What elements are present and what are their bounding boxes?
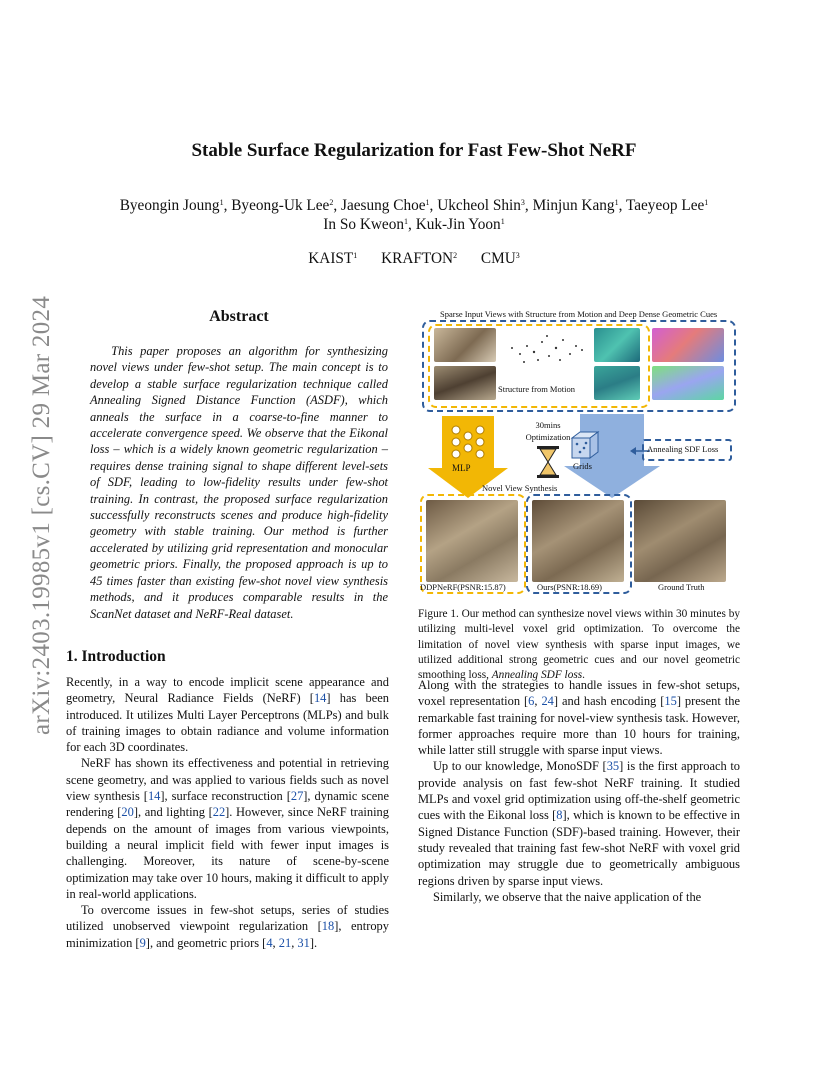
result-label: Ours(PSNR:18.69) bbox=[537, 582, 602, 592]
citation-link[interactable]: 22 bbox=[212, 805, 226, 820]
section-heading-introduction: 1. Introduction bbox=[66, 648, 166, 665]
author-name: Kuk-Jin Yoon bbox=[415, 216, 501, 233]
citation-link[interactable]: 4 bbox=[266, 935, 273, 950]
author-name: Jaesung Choe bbox=[341, 197, 426, 214]
ours-result-image bbox=[532, 500, 624, 582]
paragraph: NeRF has shown its effectiveness and potential in retrieving scene geometry, and was applied to various fields such as novel view synthesis [14], surface reconstruction [27], dynamic scene rendering [20], and lighting [22]. However, since NeRF training depends on the amount of images from various viewpoints, building a neural implicit field with fewer input images is challenging. Moreover, its nature of scene-by-scene optimization may take over 10 hours, making it difficult to apply in real-world applications. bbox=[66, 756, 389, 901]
introduction-body bbox=[66, 674, 389, 951]
arxiv-identifier: arXiv:2403.19985v1 [cs.CV] 29 Mar 2024 bbox=[28, 295, 55, 735]
loss-label: Annealing SDF Loss bbox=[647, 444, 719, 454]
figure-top-label: Sparse Input Views with Structure from Motion and Deep Dense Geometric Cues bbox=[440, 309, 718, 319]
author-affiliation-mark: 1 bbox=[219, 198, 224, 207]
mlp-icon bbox=[448, 422, 488, 460]
author-affiliation-mark: 1 bbox=[704, 198, 709, 207]
affiliation-list bbox=[0, 250, 828, 268]
paper-title: Stable Surface Regularization for Fast Few-Shot NeRF bbox=[191, 140, 637, 161]
author-affiliation-mark: 1 bbox=[404, 217, 409, 226]
author-name: Taeyeop Lee bbox=[625, 197, 705, 214]
input-image bbox=[434, 328, 496, 362]
author-name: Byeongin Joung bbox=[119, 197, 220, 214]
sfm-label: Structure from Motion bbox=[498, 384, 575, 394]
grids-label: Grids bbox=[573, 461, 592, 471]
author-list: Byeongin Joung$^1$, Byeong-Uk Lee$^2$, Jaesung Choe$^1$, Ukcheol Shin$^3$, Minjun Kang$^1$, Taeyeop Lee$^1$ In So Kweon$^1$, Kuk-Jin Yoon$^1$ bbox=[119, 197, 709, 233]
author-affiliation-mark: 1 bbox=[425, 198, 430, 207]
citation-link[interactable]: 14 bbox=[147, 789, 161, 804]
figure-caption: Figure 1. Our method can synthesize novel views within 30 minutes by utilizing multi-level voxel grid optimization. To overcome the limitation of novel view synthesis with sparse input images, we utilized additional strong geometric cues and our novel geometric smoothing loss, Annealing SDF loss. bbox=[418, 608, 740, 682]
normal-map-image bbox=[652, 328, 724, 362]
affiliation: CMU$^3$ bbox=[480, 250, 520, 267]
depth-map-image bbox=[594, 328, 640, 362]
citation-link[interactable]: 20 bbox=[121, 805, 134, 820]
sfm-point-cloud bbox=[502, 328, 590, 372]
paragraph: Recently, in a way to encode implicit scene appearance and geometry, Neural Radiance Fields (NeRF) [14] has been introduced. It utilizes Multi Layer Perceptrons (MLPs) and bulk of training images to obtain radiance and volume information for each 3D coordinates. bbox=[66, 675, 389, 755]
author-name: Ukcheol Shin bbox=[437, 197, 521, 214]
citation-link[interactable]: 18 bbox=[321, 919, 335, 934]
affiliation: KAIST$^1$ bbox=[308, 250, 358, 267]
grid-cube-icon bbox=[568, 430, 602, 460]
citation-link[interactable]: 21 bbox=[278, 935, 292, 950]
result-label: Ground Truth bbox=[658, 582, 705, 592]
author-affiliation-mark: 1 bbox=[614, 198, 619, 207]
citation-link[interactable]: 6 bbox=[528, 694, 535, 709]
figure-1 bbox=[418, 306, 746, 602]
nvs-label: Novel View Synthesis bbox=[482, 483, 558, 493]
citation-link[interactable]: 35 bbox=[606, 759, 620, 774]
optimization-time-label: 30mins bbox=[535, 420, 561, 430]
right-column-body bbox=[418, 677, 740, 905]
paragraph: Along with the strategies to handle issues in few-shot setups, voxel representation [6, 24] and hash encoding [15] present the remarkable fast training for novel-view synthesis task. However, former approaches require more than 10 hours for training, while latter still struggle with sparse input views. bbox=[418, 678, 740, 758]
citation-link[interactable]: 24 bbox=[541, 694, 554, 709]
citation-link[interactable]: 27 bbox=[290, 789, 304, 804]
paragraph: Similarly, we observe that the naive application of the bbox=[432, 889, 702, 904]
abstract-heading: Abstract bbox=[209, 308, 269, 325]
citation-link[interactable]: 14 bbox=[313, 691, 327, 706]
abstract-body: This paper proposes an algorithm for synthesizing novel views under few-shot setup. The main concept is to develop a stable surface regularization technique called Annealing Signed Distance Function (ASDF), which anneals the surface in a coarse-to-fine manner to accelerate convergence speed. We observe that the Eikonal loss – which is a widely known geometric regularization – requires dense training signal to shape different level-sets of SDF, leading to low-fidelity results under few-shot training. In contrast, the proposed surface regularization successfully reconstructs scenes and produce high-fidelity geometry with stable training. Our method is further accelerated by utilizing grid representation and monocular geometric priors. Finally, the proposed approach is up to 45 times faster than existing few-shot novel view synthesis methods, and it produces comparable results in the ScanNet dataset and NeRF-Real dataset. bbox=[90, 344, 388, 621]
optimization-label: Optimization bbox=[525, 432, 571, 442]
paragraph: Up to our knowledge, MonoSDF [35] is the first approach to provide analysis on fast few-shot NeRF training. It studied MLPs and voxel grid optimization using off-the-shelf geometric cues with the Eikonal loss [8], which is known to be effective in Signed Distance Function (SDF)-based training. However, their study revealed that training fast few-shot NeRF with voxel grid optimization may struggle due to geometrically ambiguous regions driven by sparse input views. bbox=[418, 759, 741, 888]
paragraph: To overcome issues in few-shot setups, series of studies utilized unobserved viewpoint regularization [18], entropy minimization [9], and geometric priors [4, 21, 31]. bbox=[66, 903, 389, 950]
author-name: In So Kweon bbox=[323, 216, 405, 233]
input-image bbox=[434, 366, 496, 400]
author-affiliation-mark: 3 bbox=[520, 198, 525, 207]
ddpnerf-result-image bbox=[426, 500, 518, 582]
result-label: DDPNeRF(PSNR:15.87) bbox=[420, 582, 506, 592]
hourglass-icon bbox=[536, 446, 560, 478]
citation-link[interactable]: 31 bbox=[297, 935, 310, 950]
ground-truth-image bbox=[634, 500, 726, 582]
depth-map-image bbox=[594, 366, 640, 400]
citation-link[interactable]: 15 bbox=[664, 694, 677, 709]
mlp-label: MLP bbox=[452, 463, 471, 473]
author-name: Minjun Kang bbox=[532, 197, 615, 214]
affiliation: KRAFTON$^2$ bbox=[381, 250, 458, 267]
normal-map-image bbox=[652, 366, 724, 400]
author-affiliation-mark: 1 bbox=[500, 217, 505, 226]
author-name: Byeong-Uk Lee bbox=[231, 197, 330, 214]
author-affiliation-mark: 2 bbox=[329, 198, 334, 207]
citation-link[interactable]: 9 bbox=[139, 935, 146, 950]
citation-link[interactable]: 8 bbox=[556, 808, 563, 823]
